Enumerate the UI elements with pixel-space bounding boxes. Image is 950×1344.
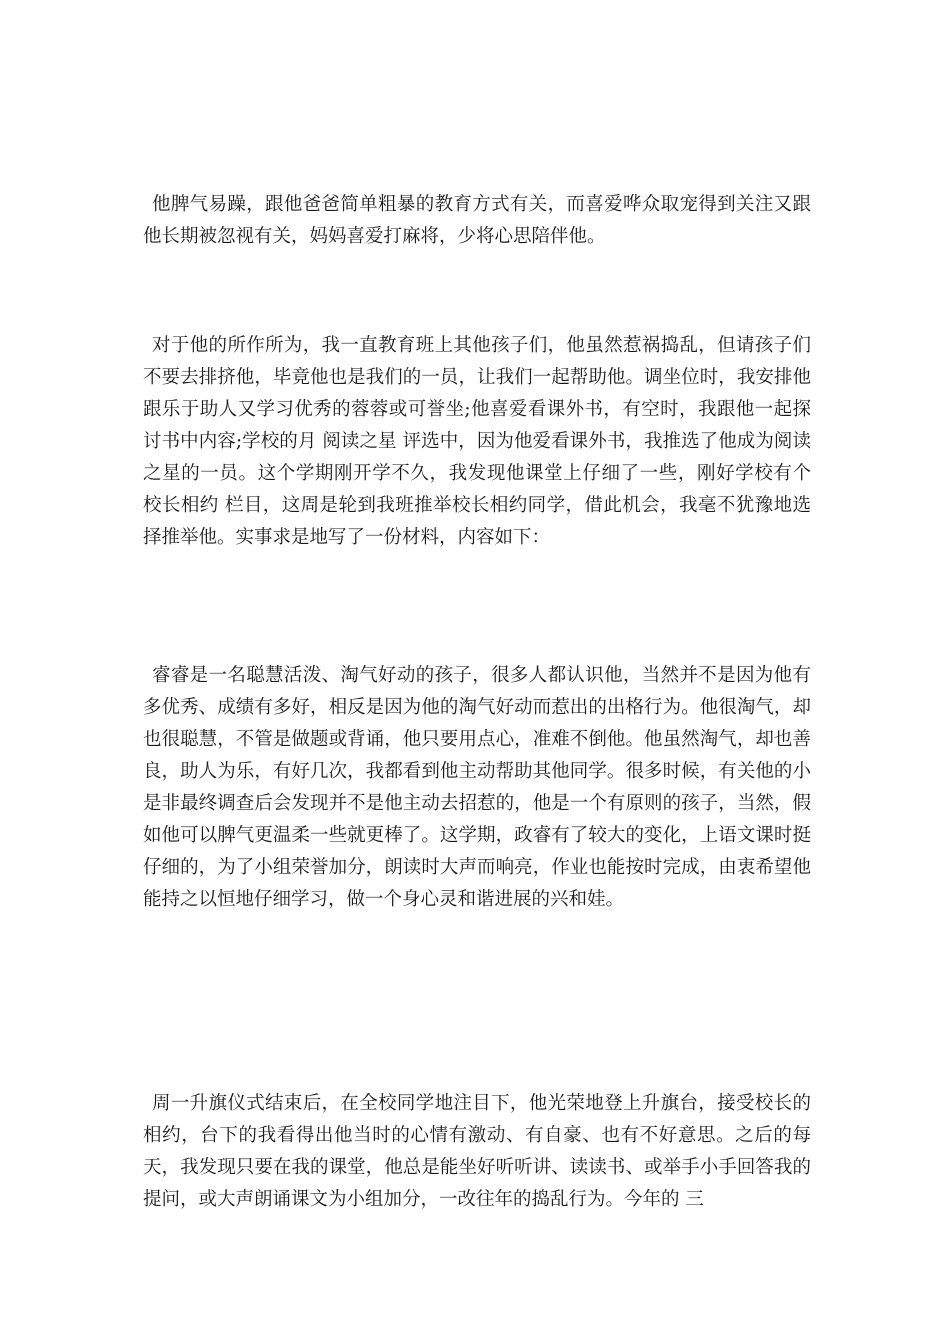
paragraph-recommendation: 睿睿是一名聪慧活泼、淘气好动的孩子，很多人都认识他，当然并不是因为他有多优秀、成绩有多好，相反是因为他的淘气好动而惹出的出格行为。他很淘气，却也很聪慧，不管是做题或背诵，他只要用点心，准难不倒他。他虽然淘气，却也善良，助人为乐，有好几次，我都看到他主动帮助其他同学。很多时候，有关他的小是非最终调查后会发现并不是他主动去招惹的，他是一个有原则的孩子，当然，假如他可以脾气更温柔一些就更棒了。这学期，政睿有了较大的变化，上语文课时挺仔细的，为了小组荣誉加分，朗读时大声而响亮，作业也能按时完成，由衷希望他能持之以恒地仔细学习，做一个身心灵和谐进展的兴和娃。: [143, 665, 811, 910]
paragraph-class-support: 对于他的所作所为，我一直教育班上其他孩子们，他虽然惹祸捣乱，但请孩子们不要去排挤他，毕竟他也是我们的一员，让我们一起帮助他。调坐位时，我安排他跟乐于助人又学习优秀的蓉蓉或可誉坐;他喜爱看课外书，有空时，我跟他一起探讨书中内容;学校的月 阅读之星 评选中，因为他爱看课外书，我推选了他成为阅读之星的一员。这个学期刚开学不久，我发现他课堂上仔细了一些，刚好学校有个 校长相约 栏目，这周是轮到我班推举校长相约同学，借此机会，我毫不犹豫地选择推举他。实事求是地写了一份材料，内容如下：: [143, 335, 811, 548]
paragraph-temper: 他脾气易躁，跟他爸爸简单粗暴的教育方式有关，而喜爱哗众取宠得到关注又跟他长期被忽视有关，妈妈喜爱打麻将，少将心思陪伴他。: [143, 194, 811, 247]
paragraph-flag-ceremony: 周一升旗仪式结束后，在全校同学地注目下，他光荣地登上升旗台，接受校长的相约，台下的我看得出他当时的心情有激动、有自豪、也有不好意思。之后的每天，我发现只要在我的课堂，他总是能坐好听听讲、读读书、或举手小手回答我的提问，或大声朗诵课文为小组加分，一改往年的捣乱行为。今年的 三: [143, 1093, 811, 1210]
